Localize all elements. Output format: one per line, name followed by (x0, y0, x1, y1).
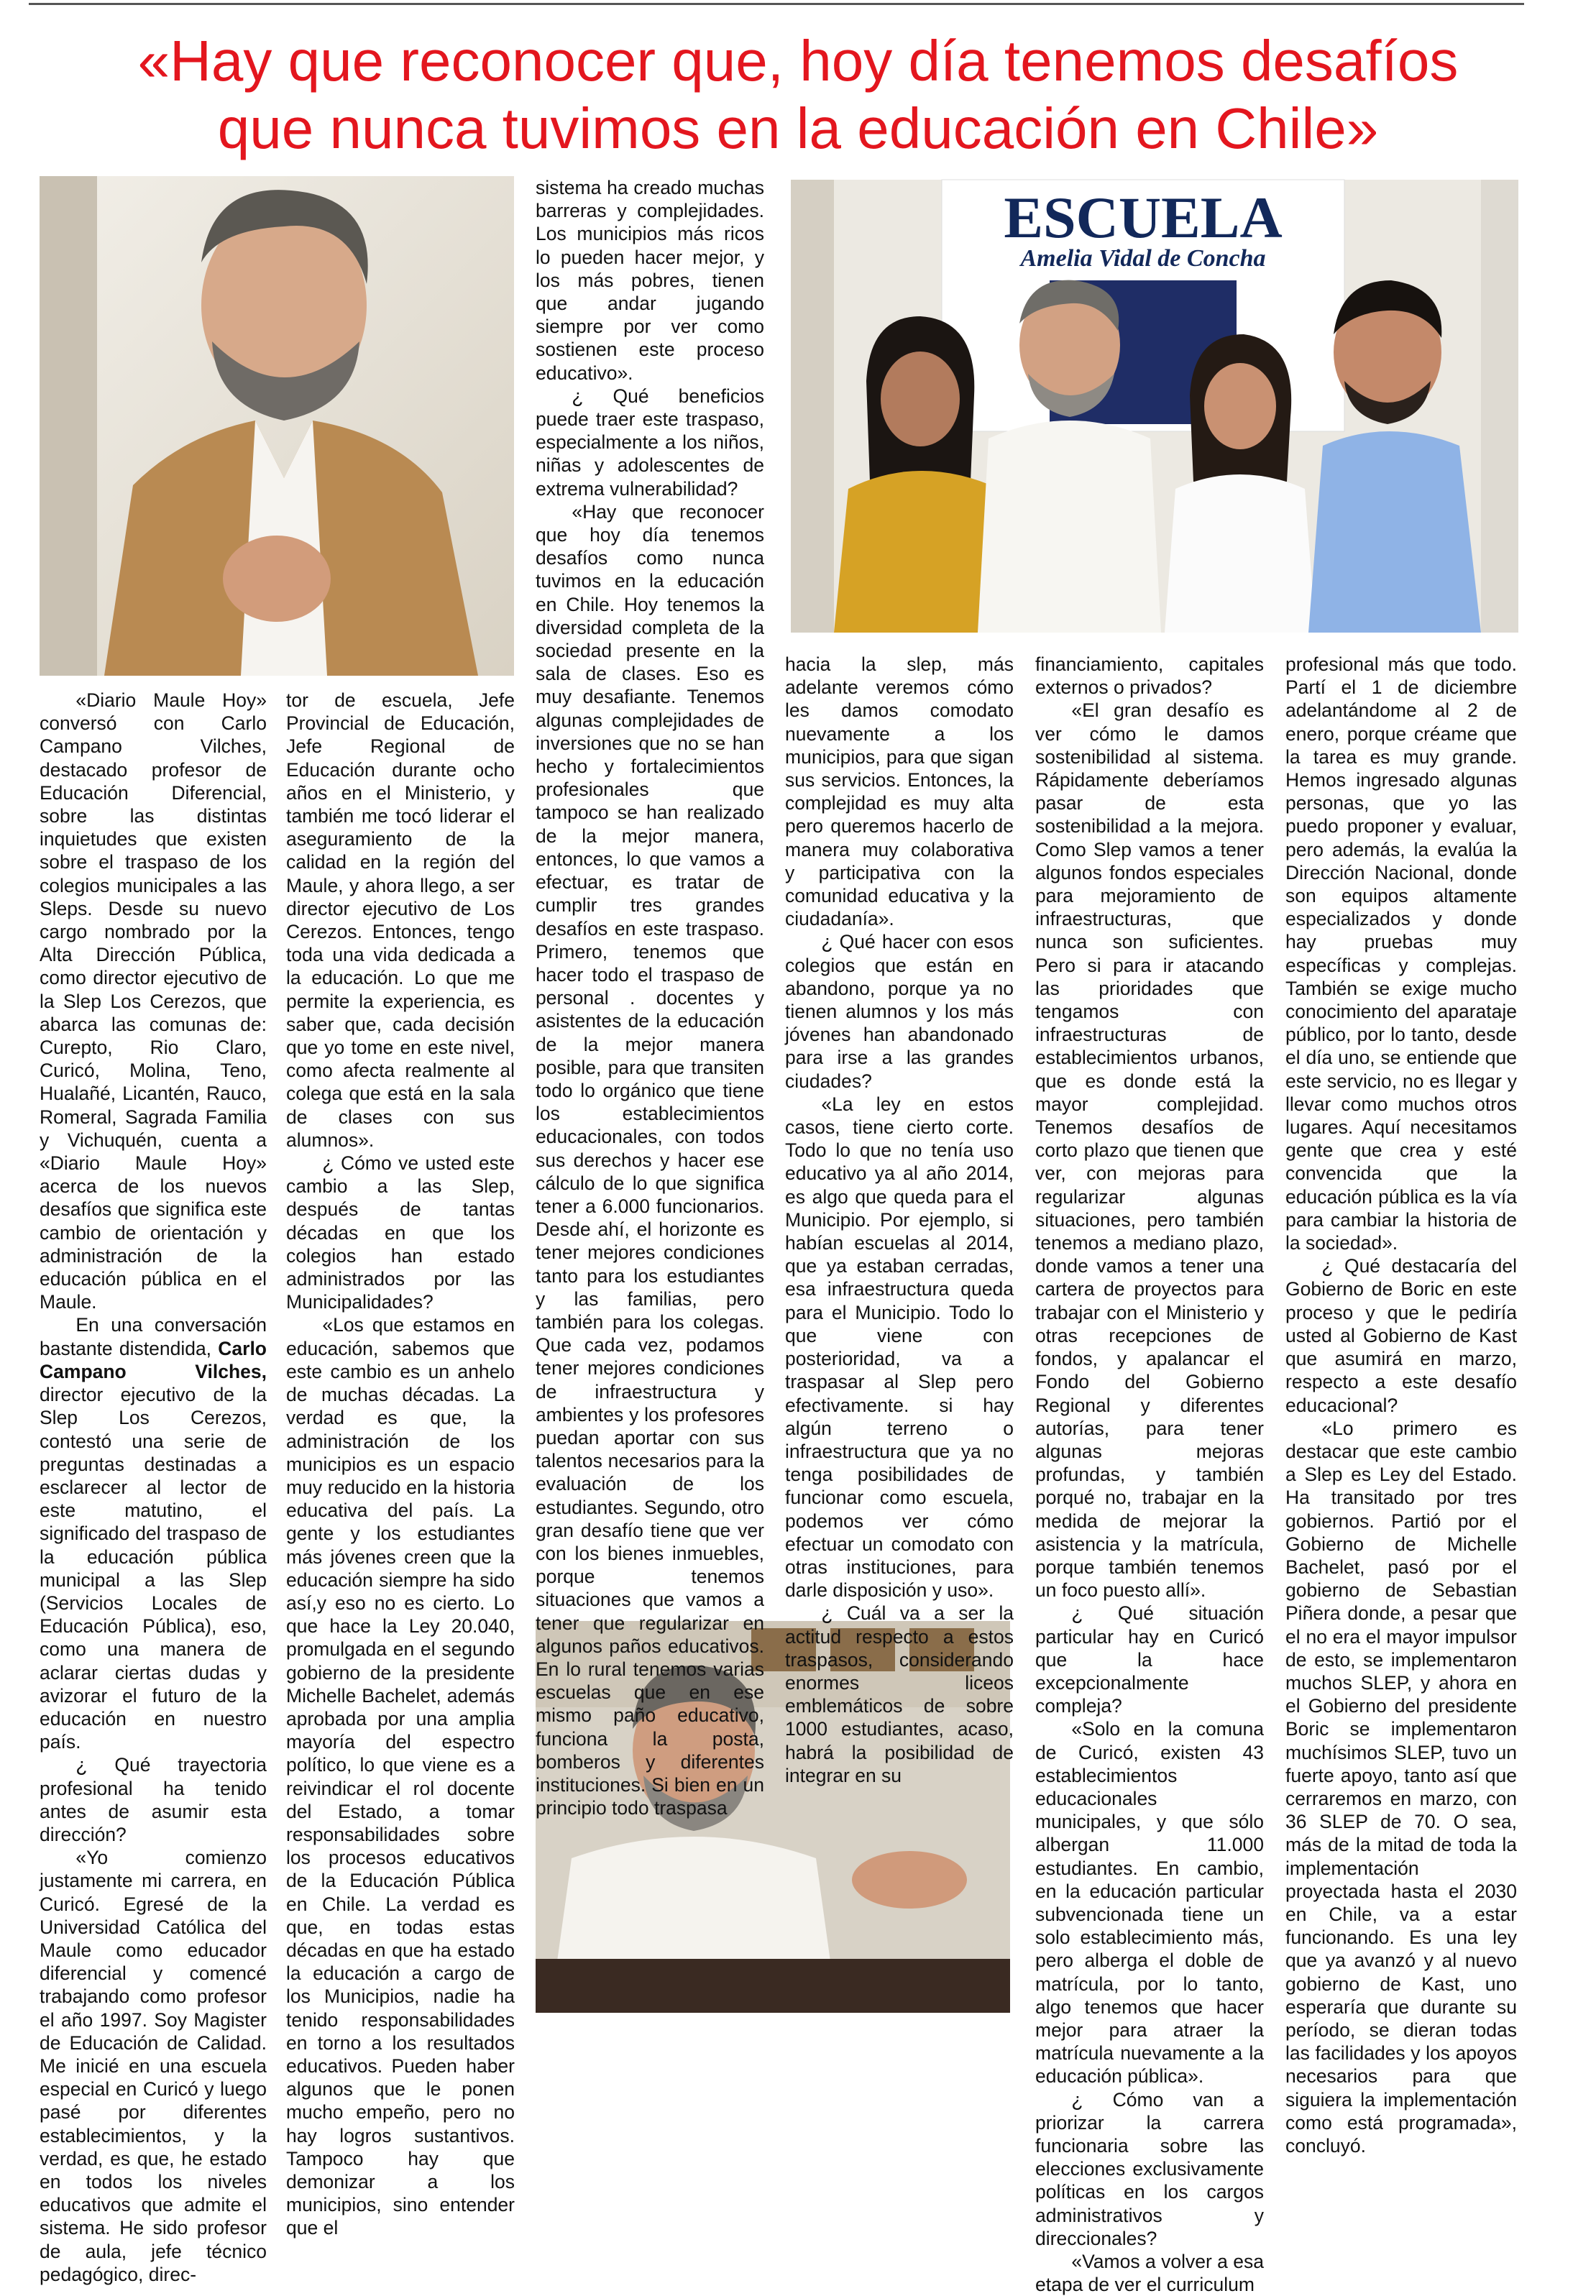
question: ¿ Qué hacer con esos colegios que están en abandono, porque ya no tienen alumnos y los más jóvenes han abandonado para irse a las grandes ciudades? (785, 931, 1014, 1092)
answer: «Los que estamos en educación, sabemos que este cambio es un anhelo de muchas décadas. La verdad es que, la administración de los municipios es un espacio muy reducido en la historia educativa del país. La gente y los estudiantes más jóvenes creen que la educación siempre ha sido así,y eso no es cierto. Lo que hace la Ley 20.040, promulgada en el segundo gobierno de la presidente Michelle Bachelet, además aprobada por una amplia mayoría del espectro político, lo que viene es a reivindicar el rol docente del Estado, a tomar responsabilidades sobre los procesos educativos de la Educación Pública en Chile. La verdad es que, en todas estas décadas en que ha estado la educación a cargo de los Municipios, nadie ha tenido responsabilidades en torno a los resultados educativos. Pueden haber algunos que le ponen mucho empeño, pero no hay logros sustantivos. Tampoco hay que demonizar a los municipios, sino entender que el (286, 1314, 515, 2239)
article-column-2 (286, 689, 515, 2239)
answer: «Yo comienzo justamente mi carrera, en Curicó. Egresé de la Universidad Católica del Maule como educador diferencial y comencé trabajando como profesor el año 1997. Soy Magister de Educación de Calidad. Me inicié en una escuela especial en Curicó y luego pasé por diferentes establecimientos, y la verdad, es que, he estado en todos los niveles educativos que admite el sistema. He sido profesor de aula, jefe técnico pedagógico, direc- (40, 1847, 267, 2285)
paragraph: hacia la slep, más adelante veremos cómo les damos comodato nuevamente a los municipios, para que sigan sus servicios. Entonces, la complejidad es muy alta pero queremos hacerlo de manera muy colaborativa y participativa con la comunidad educativa y la ciudadanía». (785, 653, 1014, 930)
question: ¿ Cómo ve usted este cambio a las Slep, después de tantas décadas en que los colegios han estado administrados por las Municipalidades? (286, 1152, 515, 1313)
answer: «El gran desafío es ver cómo le damos sostenibilidad al sistema. Rápidamente deberíamos pasar de esta sostenibilidad a la mejora. Como Slep vamos a tener algunos fondos especiales para mejoramiento de infraestructuras, que nunca son suficientes. Pero si para ir atacando las prioridades que tengamos con infraestructuras de establecimientos urbanos, que es donde está la mayor complejidad. Tenemos desafíos de corto plazo que tienen que ver, con mejoras para regularizar algunas situaciones, pero también tenemos a mediano plazo, donde vamos a tener una cartera de proyectos para trabajar con el Ministerio y otras recepciones de fondos, y apalancar el Fondo del Gobierno Regional y diferentes autorías, para tener algunas mejoras profundas, y también porqué no, trabajar en la medida de mejorar la asistencia y la matrícula, porque también tenemos un foco puesto allí». (1035, 699, 1264, 1602)
paragraph: tor de escuela, Jefe Provincial de Educación, Jefe Regional de Educación durante ocho años en el Ministerio, y también me tocó liderar el aseguramiento de la calidad en la región del Maule, y ahora llego, a ser director ejecutivo de Los Cerezos. Entonces, tengo toda una vida dedicada a la educación. Lo que me permite la experiencia, es saber que, cada decisión que yo tome en este nivel, como afecta realmente al colega que está en la sala de clases con sus alumnos». (286, 689, 515, 1151)
paragraph: sistema ha creado muchas barreras y complejidades. Los municipios más ricos lo pueden hacer mejor, y los más pobres, tienen que andar jugando siempre por ver como sostienen este proceso educativo». (536, 177, 764, 384)
headline-line-1: «Hay que reconocer que, hoy día tenemos desafíos (137, 29, 1459, 93)
headline-line-2: que nunca tuvimos en la educación en Chile» (217, 96, 1379, 160)
sign-subtitle: Amelia Vidal de Concha (1020, 245, 1266, 272)
paragraph-text: director ejecutivo de la Slep Los Cerezos, contestó una serie de preguntas destinadas a esclarecer al lector de este matutino, el significado del traspaso de la educación pública municipal a las Slep (Servicios Locales de Educación Pública), eso, como una manera de aclarar ciertas dudas y avizorar el futuro de la educación en nuestro país. (40, 1384, 267, 1753)
photo-group-school (791, 180, 1518, 633)
answer: «Vamos a volver a esa etapa de ver el curriculum (1035, 2251, 1264, 2296)
paragraph: profesional más que todo. Partí el 1 de diciembre adelantándome al 2 de enero, porque créame que la tarea es muy grande. Hemos ingresado algunas personas, que yo las puedo proponer y evaluar, pero además, la evalúa la Dirección Nacional, donde son equipos altamente especializados y donde hay pruebas muy específicas y complejas. También se exige mucho conocimiento del aparataje público, por lo tanto, desde el día uno, se entiende que este servicio, no es llegar y llevar como muchos otros lugares. Aquí necesitamos gente que crea y esté convencida que la educación pública es la vía para cambiar la historia de la sociedad». (1285, 653, 1517, 1254)
question: ¿ Cuál va a ser la actitud respecto a estos traspasos, considerando enormes liceos emblemáticos de sobre 1000 estudiantes, acaso, habrá la posibilidad de integrar en su (785, 1602, 1014, 1786)
answer: «Hay que reconocer que hoy día tenemos desafíos como nunca tuvimos en la educación en Chile. Hoy tenemos la diversidad completa de la sociedad presente en la sala de clases. Eso es muy desafiante. Tenemos algunas complejidades de inversiones que no se han hecho y fortalecimientos profesionales que tampoco se han realizado de la mejor manera, entonces, lo que vamos a efectuar, es tratar de cumplir tres grandes desafíos en este traspaso. Primero, tenemos que hacer todo el traspaso de personal . docentes y asistentes de la educación de la mejor manera posible, para que transiten todo lo orgánico que tiene los establecimientos educacionales, con todos sus derechos y hacer ese cálculo de lo que significa tener a 6.000 funcionarios. Desde ahí, el horizonte es tener mejores condiciones tanto para los estudiantes y las familias, pero también para los colegas. Que cada vez, podamos tener mejores condiciones de infraestructura y ambientes y los profesores puedan aportar con sus talentos necesarios para la evaluación de los estudiantes. Segundo, otro gran desafío tiene que ver con los bienes inmuebles, porque tenemos situaciones que vamos a tener que regularizar en algunos paños educativos. En lo rural tenemos varias escuelas que en ese mismo paño educativo, funciona la posta, bomberos y diferentes instituciones. Si bien en un principio todo traspasa (536, 500, 764, 1819)
question: ¿ Qué beneficios puede traer este traspaso, especialmente a los niños, niñas y adolescentes de extrema vulnerabilidad? (536, 385, 764, 500)
article-column-5 (1035, 653, 1264, 2296)
question: ¿ Qué destacaría del Gobierno de Boric en este proceso y que le pediría usted al Gobierno de Kast que asumirá en marzo, respecto a este desafío educacional? (1285, 1255, 1517, 1416)
headline (29, 27, 1567, 162)
sign-title: ESCUELA (1004, 185, 1283, 250)
paragraph: financiamiento, capitales externos o privados? (1035, 653, 1264, 699)
top-rule (29, 3, 1524, 5)
article-column-4 (785, 653, 1014, 1786)
question: ¿ Qué situación particular hay en Curicó que la hace excepcionalmente compleja? (1035, 1602, 1264, 1717)
article-column-3 (536, 176, 764, 1819)
article-column-1 (40, 689, 267, 2285)
interviewee-name: Carlo Campano Vilches, (40, 1337, 267, 1382)
paragraph (40, 1313, 267, 1753)
answer: «La ley en estos casos, tiene cierto corte. Todo lo que no tenía uso educativo ya al año 2014, es algo que queda para el Municipio. Por ejemplo, si habían escuelas al 2014, que ya estaban cerradas, esa infraestructura queda para el Municipio. Todo lo que viene con posterioridad, va a traspasar al Slep pero efectivamente. si hay algún terreno o infraestructura que ya no tenga posibilidades de funcionar como escuela, podemos ver cómo efectuar un comodato con otras instituciones, para darle disposición y uso». (785, 1093, 1014, 1602)
photo-interviewee-blazer (40, 176, 514, 676)
question: ¿ Qué trayectoria profesional ha tenido antes de asumir esta dirección? (40, 1754, 267, 1845)
question: ¿ Cómo van a priorizar la carrera funcionaria sobre las elecciones exclusivamente políticas en los cargos administrativos y direccionales? (1035, 2088, 1264, 2249)
paragraph-text: En una conversación bastante distendida, (40, 1314, 267, 1359)
answer: «Lo primero es destacar que este cambio a Slep es Ley del Estado. Ha transitado por tres gobiernos. Partió por el Gobierno de Michelle Bachelet, pasó por el gobierno de Sebastian Piñera donde, a pesar que el no era el mayor impulsor de esto, se implementaron muchos SLEP, y ahora en el Gobierno del presidente Boric se implementaron muchísimos SLEP, tuvo un fuerte apoyo, tanto así que cerraremos en marzo, con 36 SLEP de 70. O sea, más de la mitad de toda la implementación proyectada hasta el 2030 en Chile, va a estar funcionando. Es una ley que ya avanzó y al nuevo gobierno de Kast, uno esperaría que durante su período, se dieran todas las facilidades y los apoyos necesarios para que siguiera la implementación como está programada», concluyó. (1285, 1417, 1517, 2157)
article-column-6 (1285, 653, 1517, 2157)
answer: «Solo en la comuna de Curicó, existen 43 establecimientos educacionales municipales, y que sólo albergan 11.000 estudiantes. En cambio, en la educación particular subvencionada tiene un solo establecimiento más, pero alberga el doble de matrícula, por lo tanto, algo tenemos que hacer mejor para atraer la matrícula nuevamente a la educación pública». (1035, 1718, 1264, 2088)
paragraph: «Diario Maule Hoy» conversó con Carlo Campano Vilches, destacado profesor de Educación Diferencial, sobre las distintas inquietudes que existen sobre el traspaso de los colegios municipales a las Sleps. Desde su nuevo cargo nombrado por la Alta Dirección Pública, como director ejecutivo de la Slep Los Cerezos, que abarca las comunas de: Curepto, Rio Claro, Curicó, Molina, Teno, Hualañé, Licantén, Rauco, Romeral, Sagrada Familia y Vichuquén, cuenta a «Diario Maule Hoy» acerca de los nuevos desafíos que significa este cambio de orientación y administración de la educación pública en el Maule. (40, 689, 267, 1313)
